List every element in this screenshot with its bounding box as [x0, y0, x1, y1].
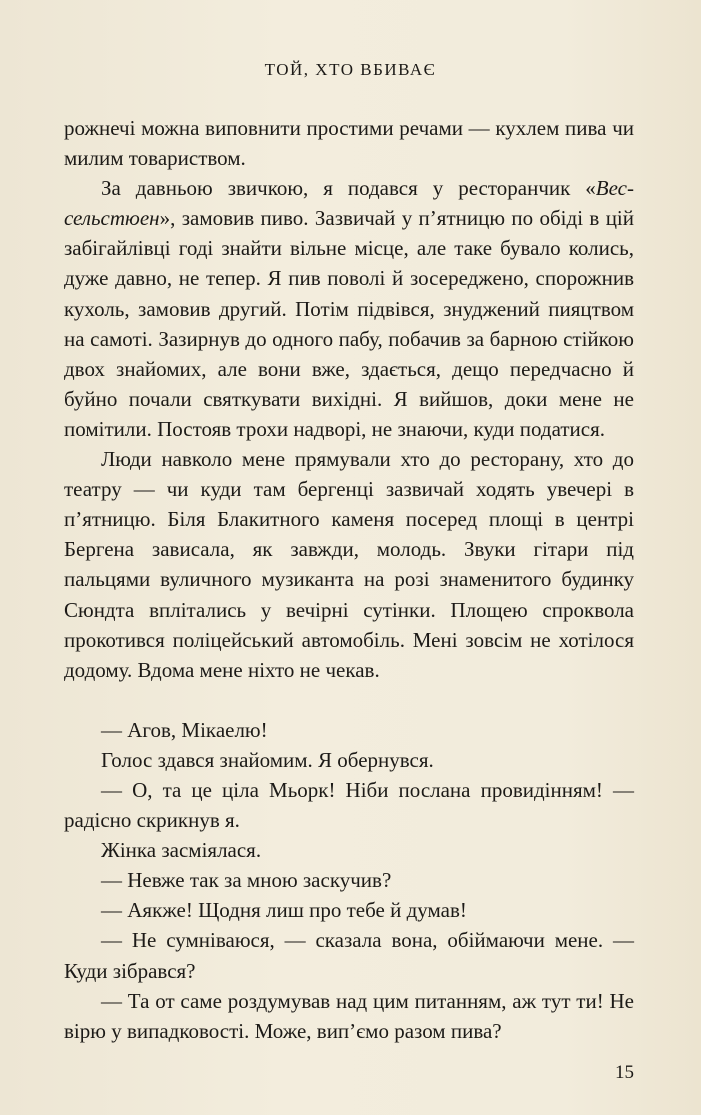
dialogue-line-3: — Невже так за мною заскучив?: [101, 868, 392, 893]
paragraph-2: [64, 173, 634, 444]
narration-line-1: Голос здався знайомим. Я обернувся.: [101, 747, 434, 772]
dialogue-line-2: — О, та це ціла Мьорк! Ніби послана провидінням! — радісно скрикнув я.: [64, 777, 634, 833]
page-number: 15: [615, 1062, 634, 1083]
paragraph-2-text-cont: », замовив пиво. Зазвичай у п’ятницю по обіді в цій забігайлівці годі знайти вільне місце, але таке бувало колись, дуже давно, не тепер. Я пив поволі й зосереджено, спорожнив кухоль, замовив другий. Потім підвівся, знуджений пияцтвом на самоті. Зазирнув до одного пабу, побачив за барною стійкою двох знайомих, але вони вже, здається, дещо передчасно й буйно почали святкувати вихідні. Я вийшов, доки мене не помітили. Постояв трохи надворі, не знаючи, куди податися.: [64, 206, 634, 441]
dialogue-line-5: — Не сумніваюся, — сказала вона, обіймаючи мене. — Куди зібрався?: [64, 928, 634, 983]
paragraph-3: Люди навколо мене прямували хто до ресторану, хто до театру — чи куди там бергенці зазвичай ходять увечері в п’ятницю. Біля Блакитного каменя посеред площі в центрі Бергена зависала, як завжди, молодь. Звуки гітари під пальцями вуличного музиканта на розі знаменитого будинку Сюндта вплітались у вечірні сутінки. Площею спроквола прокотився поліцейський автомобіль. Мені зовсім не хотілося додому. Вдома мене ніхто не чекав.: [64, 447, 634, 682]
restaurant-name: Вессельстюен: [64, 176, 634, 231]
running-head: ТОЙ, ХТО ВБИВАЄ: [264, 60, 437, 79]
paragraph-2-text: За давньою звичкою, я подався у ресторанчик «: [101, 176, 596, 201]
body-text: [64, 113, 634, 1046]
paragraph-1: рожнечі можна виповнити простими речами — кухлем пива чи милим товариством.: [64, 116, 634, 171]
narration-line-2: Жінка засміялася.: [101, 838, 262, 863]
dialogue-line-6: — Та от саме роздумував над цим питанням, аж тут ти! Не вірю у випадковості. Може, вип’ємо разом пива?: [64, 988, 634, 1043]
dialogue-line-1: — Агов, Мікаелю!: [101, 717, 268, 742]
dialogue-line-4: — Аякже! Щодня лиш про тебе й думав!: [101, 898, 467, 923]
